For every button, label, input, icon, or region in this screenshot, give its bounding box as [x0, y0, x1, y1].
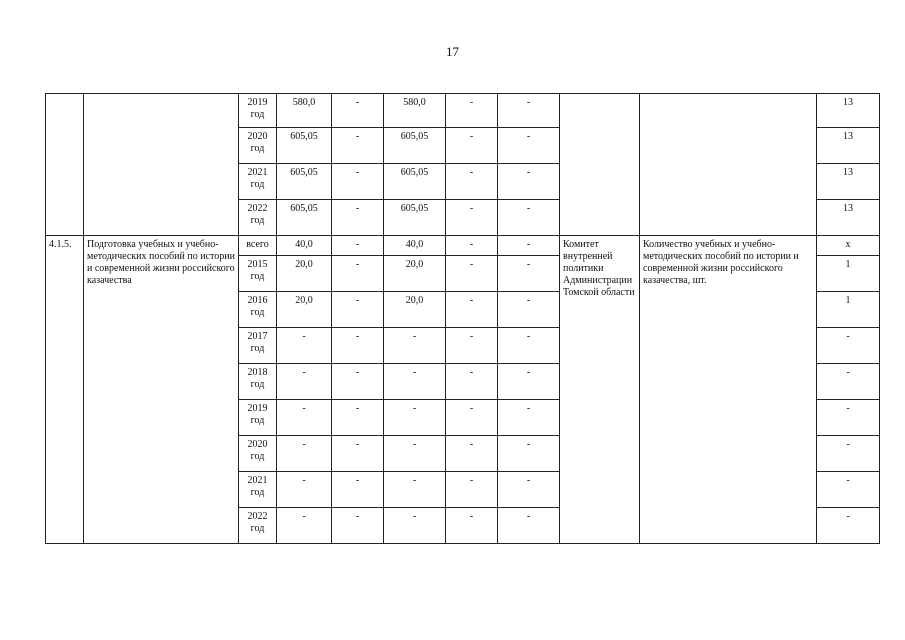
regional-cell: 605,05: [384, 200, 446, 236]
local-cell: -: [446, 364, 498, 400]
year-cell: всего: [239, 236, 277, 256]
local-cell: -: [446, 472, 498, 508]
regional-cell: 580,0: [384, 94, 446, 128]
local-cell: -: [446, 164, 498, 200]
total-cell: 605,05: [277, 200, 332, 236]
other-cell: -: [498, 508, 560, 544]
year-cell: 2019 год: [239, 94, 277, 128]
indicator-cell: Количество учебных и учебно-методических пособий по истории и современной жизни российского казачества, шт.: [640, 236, 817, 544]
indicator-value-cell: -: [817, 508, 880, 544]
indicator-value-cell: 13: [817, 94, 880, 128]
regional-cell: -: [384, 364, 446, 400]
item-number: 4.1.5.: [46, 236, 84, 544]
other-cell: -: [498, 164, 560, 200]
other-cell: -: [498, 364, 560, 400]
federal-cell: -: [332, 472, 384, 508]
regional-cell: -: [384, 436, 446, 472]
indicator-value-cell: -: [817, 472, 880, 508]
item-title: Подготовка учебных и учебно-методических пособий по истории и современной жизни российского казачества: [84, 236, 239, 544]
indicator-value-cell: x: [817, 236, 880, 256]
year-cell: 2022 год: [239, 508, 277, 544]
local-cell: -: [446, 236, 498, 256]
regional-cell: -: [384, 328, 446, 364]
program-table: [45, 93, 880, 544]
indicator-value-cell: 13: [817, 164, 880, 200]
other-cell: -: [498, 200, 560, 236]
total-cell: -: [277, 400, 332, 436]
regional-cell: -: [384, 508, 446, 544]
other-cell: -: [498, 436, 560, 472]
other-cell: -: [498, 256, 560, 292]
other-cell: -: [498, 128, 560, 164]
total-cell: 605,05: [277, 128, 332, 164]
other-cell: -: [498, 236, 560, 256]
year-cell: 2017 год: [239, 328, 277, 364]
regional-cell: 20,0: [384, 256, 446, 292]
federal-cell: -: [332, 164, 384, 200]
total-cell: 40,0: [277, 236, 332, 256]
total-cell: -: [277, 364, 332, 400]
regional-cell: 605,05: [384, 164, 446, 200]
table-body: [46, 94, 880, 544]
regional-cell: 20,0: [384, 292, 446, 328]
total-cell: -: [277, 472, 332, 508]
local-cell: -: [446, 400, 498, 436]
local-cell: -: [446, 292, 498, 328]
year-cell: 2020 год: [239, 128, 277, 164]
total-cell: 580,0: [277, 94, 332, 128]
other-cell: -: [498, 328, 560, 364]
regional-cell: 40,0: [384, 236, 446, 256]
indicator-value-cell: -: [817, 400, 880, 436]
regional-cell: -: [384, 400, 446, 436]
indicator-value-cell: 1: [817, 292, 880, 328]
indicator-value-cell: -: [817, 436, 880, 472]
table-row: [46, 236, 880, 256]
federal-cell: -: [332, 256, 384, 292]
year-cell: 2015 год: [239, 256, 277, 292]
total-cell: 20,0: [277, 292, 332, 328]
local-cell: -: [446, 436, 498, 472]
local-cell: -: [446, 94, 498, 128]
federal-cell: -: [332, 200, 384, 236]
executor-cell: Комитет внутренней политики Администрации Томской области: [560, 236, 640, 544]
total-cell: -: [277, 508, 332, 544]
federal-cell: -: [332, 328, 384, 364]
federal-cell: -: [332, 94, 384, 128]
indicator-value-cell: 13: [817, 128, 880, 164]
local-cell: -: [446, 200, 498, 236]
year-cell: 2020 год: [239, 436, 277, 472]
other-cell: -: [498, 472, 560, 508]
indicator-cell-empty: [640, 94, 817, 236]
other-cell: -: [498, 400, 560, 436]
indicator-value-cell: 1: [817, 256, 880, 292]
other-cell: -: [498, 94, 560, 128]
indicator-value-cell: 13: [817, 200, 880, 236]
indicator-value-cell: -: [817, 328, 880, 364]
local-cell: -: [446, 128, 498, 164]
indicator-value-cell: -: [817, 364, 880, 400]
regional-cell: -: [384, 472, 446, 508]
year-cell: 2021 год: [239, 472, 277, 508]
federal-cell: -: [332, 236, 384, 256]
local-cell: -: [446, 328, 498, 364]
total-cell: -: [277, 436, 332, 472]
total-cell: -: [277, 328, 332, 364]
federal-cell: -: [332, 364, 384, 400]
year-cell: 2016 год: [239, 292, 277, 328]
executor-cell-empty: [560, 94, 640, 236]
federal-cell: -: [332, 128, 384, 164]
number-cell-empty: [46, 94, 84, 236]
total-cell: 605,05: [277, 164, 332, 200]
regional-cell: 605,05: [384, 128, 446, 164]
table-row: [46, 94, 880, 128]
federal-cell: -: [332, 508, 384, 544]
local-cell: -: [446, 508, 498, 544]
title-cell-empty: [84, 94, 239, 236]
year-cell: 2021 год: [239, 164, 277, 200]
total-cell: 20,0: [277, 256, 332, 292]
year-cell: 2019 год: [239, 400, 277, 436]
local-cell: -: [446, 256, 498, 292]
other-cell: -: [498, 292, 560, 328]
page-number: 17: [446, 44, 459, 59]
federal-cell: -: [332, 292, 384, 328]
year-cell: 2018 год: [239, 364, 277, 400]
federal-cell: -: [332, 400, 384, 436]
year-cell: 2022 год: [239, 200, 277, 236]
federal-cell: -: [332, 436, 384, 472]
